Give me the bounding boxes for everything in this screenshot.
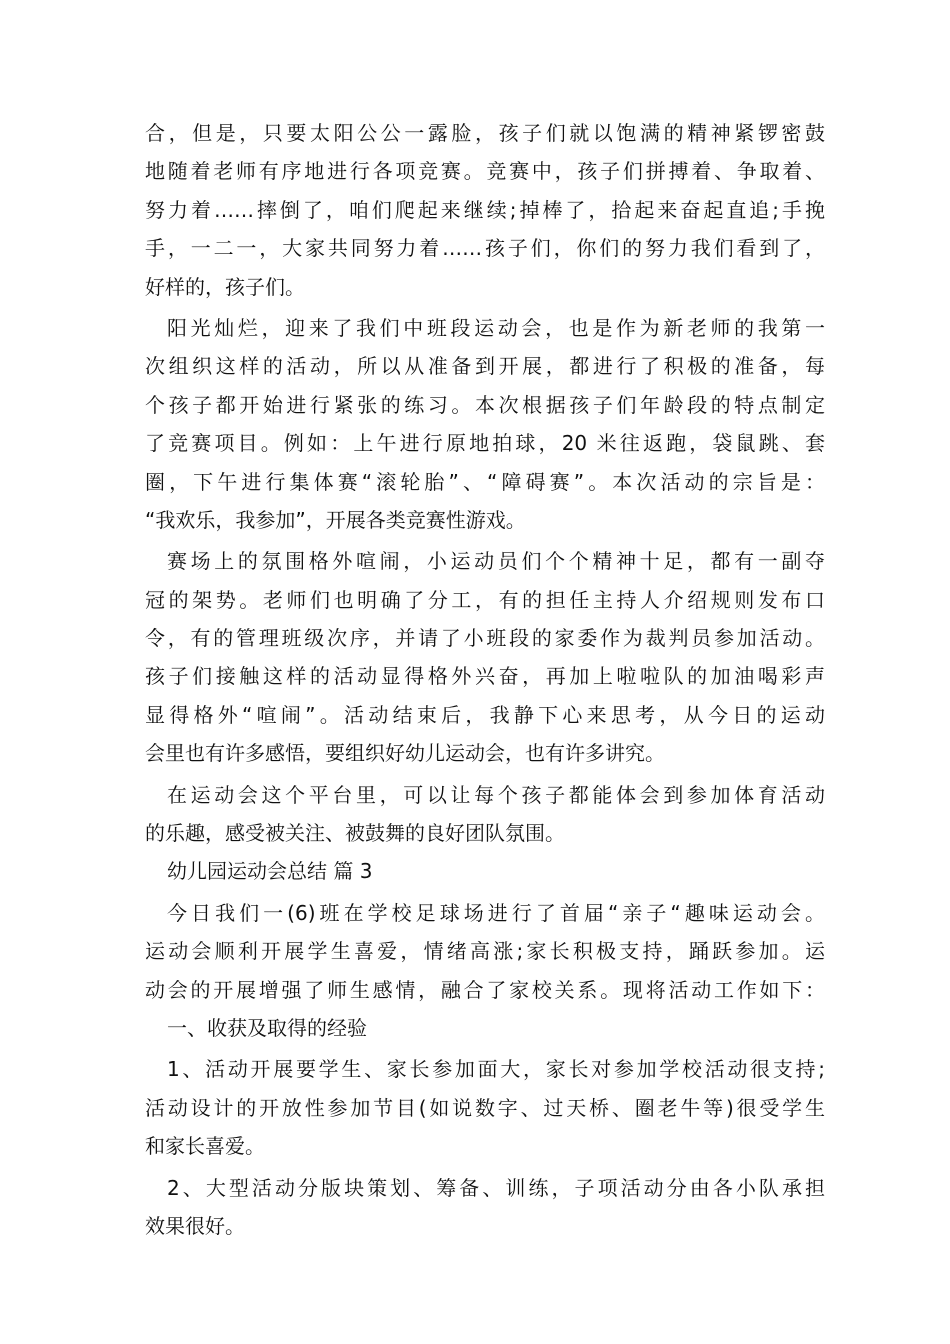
text-line: 活动设计的开放性参加节目(如说数字、过天桥、圈老牛等)很受学生 [145,1095,825,1120]
text-line: 一、收获及取得的经验 [167,1015,367,1040]
document-page [145,114,825,1245]
text-line: 2、大型活动分版块策划、筹备、训练，子项活动分由各小队承担 [167,1175,825,1200]
text-line: 幼儿园运动会总结 篇 3 [167,859,373,884]
text-line: 圈，下午进行集体赛“滚轮胎”、“障碍赛”。本次活动的宗旨是： [145,469,825,494]
text-line: 在运动会这个平台里，可以让每个孩子都能体会到参加体育活动 [167,782,825,807]
text-line: 显得格外“喧闹”。活动结束后，我静下心来思考，从今日的运动 [145,702,825,727]
text-line: 次组织这样的活动，所以从准备到开展，都进行了积极的准备，每 [145,354,825,379]
text-line: 赛场上的氛围格外喧闹，小运动员们个个精神十足，都有一副夺 [167,549,825,574]
text-line: “我欢乐，我参加”，开展各类竞赛性游戏。 [145,507,526,532]
text-line: 动会的开展增强了师生感情，融合了家校关系。现将活动工作如下： [145,977,825,1002]
text-line: 会里也有许多感悟，要组织好幼儿运动会，也有许多讲究。 [145,741,665,766]
text-line: 令，有的管理班级次序，并请了小班段的家委作为裁判员参加活动。 [145,626,825,651]
text-line: 好样的，孩子们。 [145,274,305,299]
text-line: 个孩子都开始进行紧张的练习。本次根据孩子们年龄段的特点制定 [145,392,825,417]
text-line: 了竞赛项目。例如：上午进行原地拍球，20 米往返跑，袋鼠跳、套 [145,431,825,456]
text-line: 和家长喜爱。 [145,1134,265,1159]
text-line: 1、活动开展要学生、家长参加面大，家长对参加学校活动很支持; [167,1057,825,1082]
text-line: 今日我们一(6)班在学校足球场进行了首届“亲子“趣味运动会。 [167,900,825,925]
text-line: 冠的架势。老师们也明确了分工，有的担任主持人介绍规则发布口 [145,587,825,612]
text-line: 努力着……摔倒了，咱们爬起来继续;掉棒了，拾起来奋起直追;手挽 [145,197,825,222]
text-line: 孩子们接触这样的活动显得格外兴奋，再加上啦啦队的加油喝彩声 [145,664,825,689]
text-line: 的乐趣，感受被关注、被鼓舞的良好团队氛围。 [145,821,565,846]
text-line: 合，但是，只要太阳公公一露脸，孩子们就以饱满的精神紧锣密鼓 [145,121,825,145]
text-line: 效果很好。 [145,1213,245,1238]
text-line: 手，一二一，大家共同努力着……孩子们，你们的努力我们看到了， [145,236,825,261]
text-line: 运动会顺利开展学生喜爱，情绪高涨;家长积极支持，踊跃参加。运 [145,939,825,964]
text-line: 阳光灿烂，迎来了我们中班段运动会，也是作为新老师的我第一 [167,315,825,340]
text-line: 地随着老师有序地进行各项竞赛。竞赛中，孩子们拼搏着、争取着、 [145,159,825,184]
